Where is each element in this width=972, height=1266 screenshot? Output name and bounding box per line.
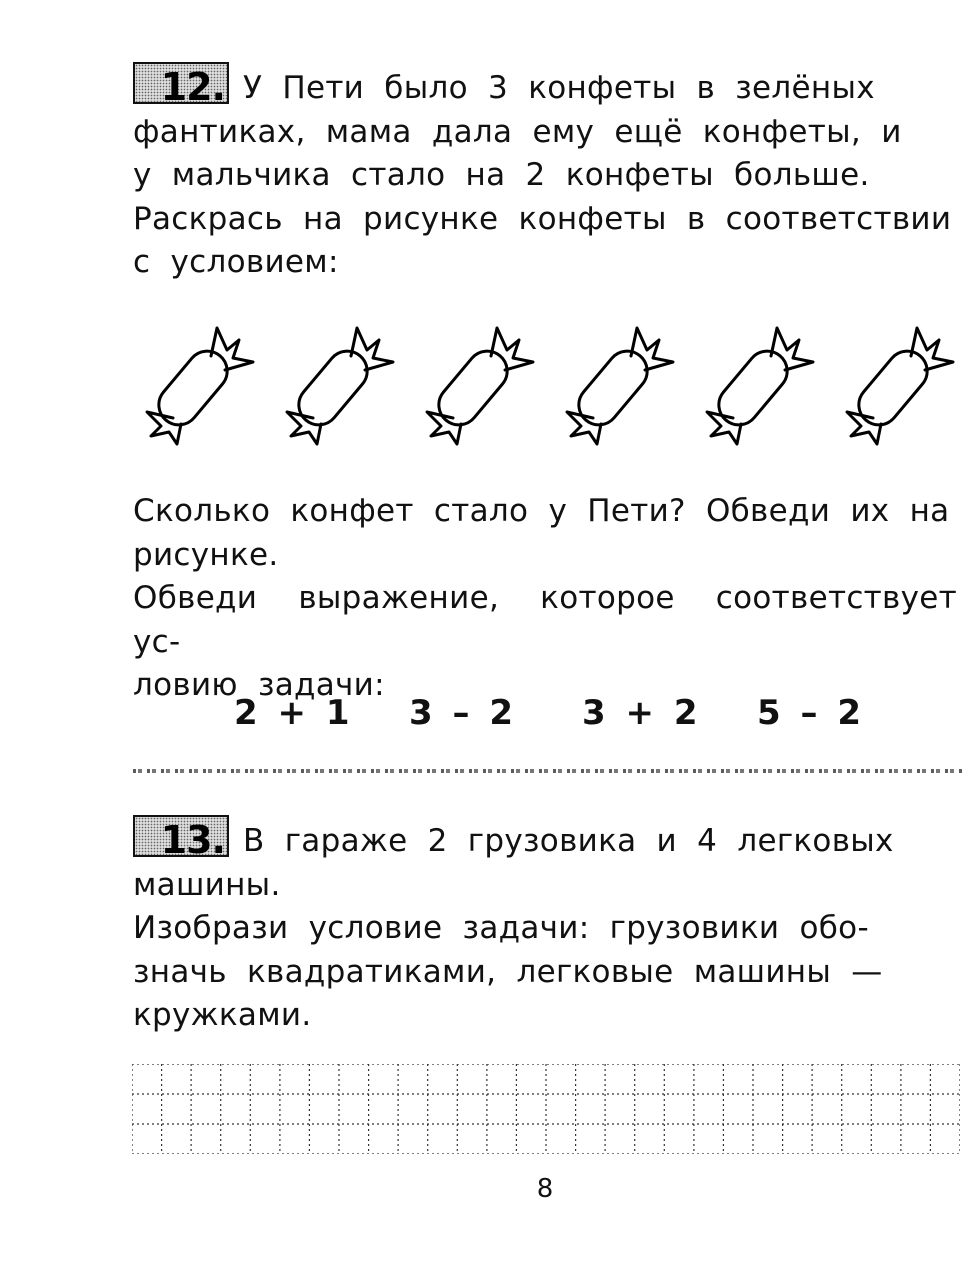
candy-icon[interactable]	[413, 320, 543, 450]
task-number-badge: 13.	[133, 815, 229, 857]
question1-line2: рисунке.	[133, 536, 279, 573]
task-12-text	[133, 62, 957, 285]
question2-line1: Обведи выражение, которое соответствует ус-	[133, 580, 957, 660]
expression-option[interactable]: 3 – 2	[409, 693, 513, 733]
task13-line2: машины.	[133, 866, 281, 903]
candy-icon[interactable]	[133, 320, 263, 450]
candy-icon[interactable]	[273, 320, 403, 450]
task13-line1: В гараже 2 грузовика и 4 легковых	[243, 823, 894, 859]
candy-icon[interactable]	[553, 320, 683, 450]
candy-icon[interactable]	[833, 320, 963, 450]
task12-line5: с условием:	[133, 244, 339, 280]
question1-line1: Сколько конфет стало у Пети? Обведи их на	[133, 493, 950, 529]
task12-line4: Раскрась на рисунке конфеты в соответствии	[133, 200, 952, 237]
task12-line2: фантиках, мама дала ему ещё конфеты, и	[133, 113, 902, 150]
expression-option[interactable]: 2 + 1	[234, 693, 350, 733]
expression-option[interactable]: 5 – 2	[757, 693, 861, 733]
task-number-badge: 12.	[133, 62, 229, 104]
task12-line3: у мальчика стало на 2 конфеты больше.	[133, 157, 870, 193]
task13-line3: Изобрази условие задачи: грузовики обо-	[133, 910, 869, 946]
task13-line5: кружками.	[133, 997, 312, 1033]
expression-options	[0, 693, 972, 743]
question2-line2: ловию задачи:	[133, 667, 385, 703]
task-12-questions	[133, 490, 957, 708]
candy-row	[133, 320, 963, 450]
drawing-grid[interactable]	[132, 1064, 960, 1154]
task12-line1: У Пети было 3 конфеты в зелёных	[243, 70, 875, 106]
task13-line4: значь квадратиками, легковые машины —	[133, 953, 883, 990]
page-number: 8	[536, 1174, 554, 1204]
candy-icon[interactable]	[693, 320, 823, 450]
section-divider	[133, 769, 963, 773]
expression-option[interactable]: 3 + 2	[582, 693, 698, 733]
task-13-text	[133, 815, 957, 1038]
